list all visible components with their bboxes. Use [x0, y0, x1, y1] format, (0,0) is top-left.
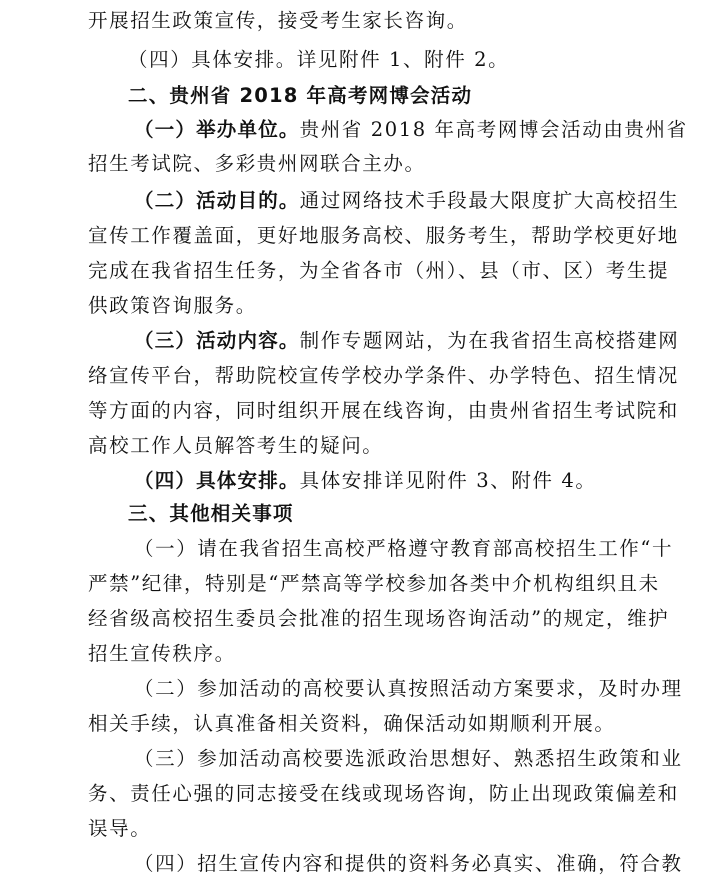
subheading: （一）举办单位。 — [134, 118, 300, 141]
text-fragment: 通过网络技术手段最大限度扩大高校招生 — [299, 189, 680, 212]
text-line: （四）具体安排。详见附件 1、附件 2。 — [128, 48, 510, 71]
text-line — [134, 115, 688, 145]
text-fragment: 制作专题网站，为在我省招生高校搭建网 — [299, 329, 680, 352]
text-line: 等方面的内容，同时组织开展在线咨询，由贵州省招生考试院和 — [88, 399, 679, 422]
section-heading: 二、贵州省 2018 年高考网博会活动 — [128, 84, 473, 107]
subheading: （三）活动内容。 — [134, 329, 300, 352]
text-line: 误导。 — [88, 817, 152, 840]
text-line: 宣传工作覆盖面，更好地服务高校、服务考生，帮助学校更好地 — [88, 224, 679, 247]
text-line: 招生宣传秩序。 — [88, 642, 236, 665]
text-line — [134, 326, 679, 356]
text-line: 络宣传平台，帮助院校宣传学校办学条件、办学特色、招生情况 — [88, 364, 679, 387]
subheading: （二）活动目的。 — [134, 189, 300, 212]
text-line: 严禁”纪律，特别是“严禁高等学校参加各类中介机构组织且未 — [88, 572, 660, 595]
text-line — [134, 186, 679, 216]
text-line: （二）参加活动的高校要认真按照活动方案要求，及时办理 — [134, 677, 683, 700]
text-line: （四）招生宣传内容和提供的资料务必真实、准确，符合教 — [134, 852, 683, 875]
text-line: 完成在我省招生任务，为全省各市（州）、县（市、区）考生提 — [88, 259, 670, 282]
text-line: 供政策咨询服务。 — [88, 294, 257, 317]
text-line: （三）参加活动高校要选派政治思想好、熟悉招生政策和业 — [134, 747, 683, 770]
text-line — [134, 466, 596, 496]
text-fragment: 具体安排详见附件 3、附件 4。 — [299, 469, 597, 492]
text-line: 招生考试院、多彩贵州网联合主办。 — [88, 152, 426, 175]
text-line: （一）请在我省招生高校严格遵守教育部高校招生工作“十 — [134, 537, 674, 560]
text-line: 务、责任心强的同志接受在线或现场咨询，防止出现政策偏差和 — [88, 782, 679, 805]
text-fragment: 贵州省 2018 年高考网博会活动由贵州省 — [299, 118, 688, 141]
text-line: 经省级高校招生委员会批准的招生现场咨询活动”的规定，维护 — [88, 607, 670, 630]
text-line: 高校工作人员解答考生的疑问。 — [88, 434, 384, 457]
text-line: 开展招生政策宣传，接受考生家长咨询。 — [88, 9, 468, 32]
section-heading: 三、其他相关事项 — [128, 502, 294, 525]
subheading: （四）具体安排。 — [134, 469, 300, 492]
text-line: 相关手续，认真准备相关资料，确保活动如期顺利开展。 — [88, 712, 616, 735]
